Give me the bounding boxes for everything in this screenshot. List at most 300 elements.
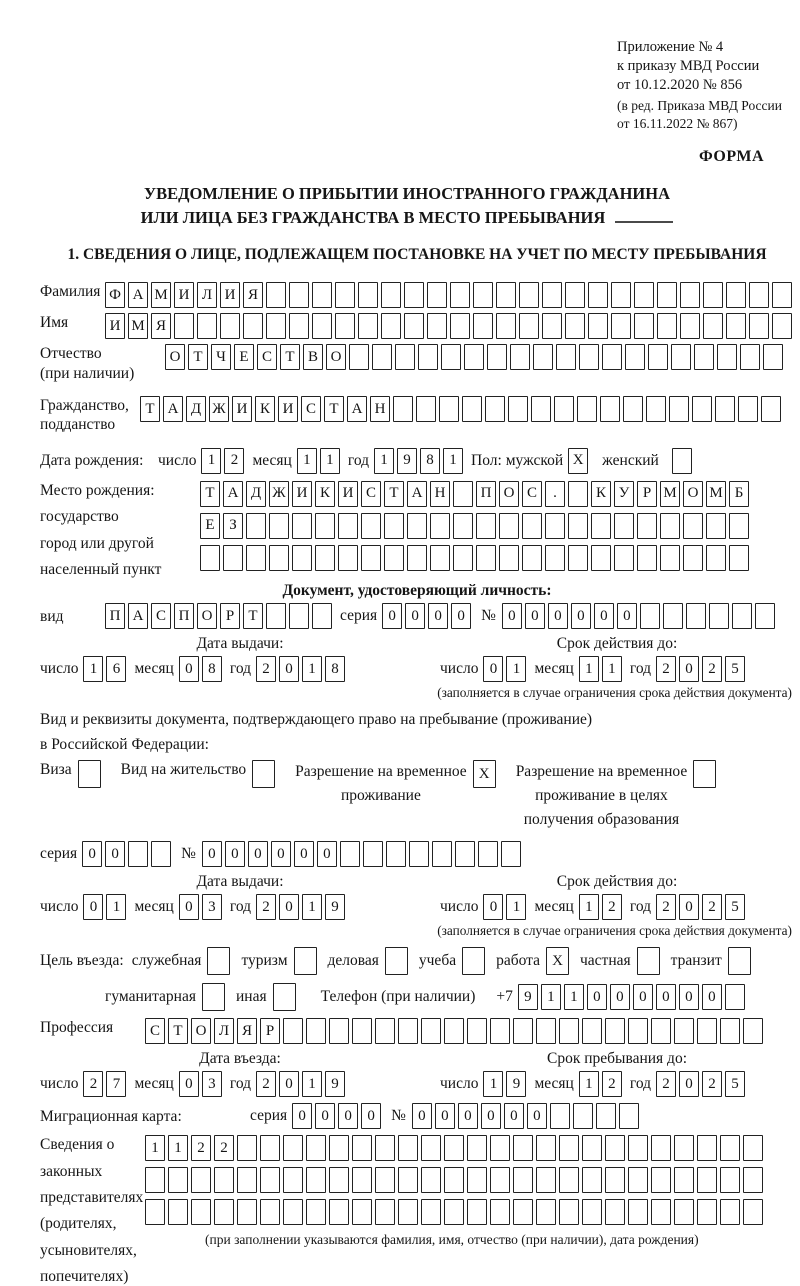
char-box[interactable] [191, 1199, 211, 1225]
char-box[interactable] [683, 545, 703, 571]
char-box[interactable] [619, 1103, 639, 1129]
char-box[interactable] [614, 513, 634, 539]
char-box[interactable] [628, 1018, 648, 1044]
char-box[interactable]: 2 [602, 894, 622, 920]
perm-issue-day-field[interactable] [83, 894, 126, 920]
char-box[interactable]: 0 [458, 1103, 478, 1129]
purpose-study-checkbox[interactable] [462, 947, 485, 975]
char-box[interactable] [542, 282, 562, 308]
char-box[interactable] [260, 1199, 280, 1225]
char-box[interactable] [386, 841, 406, 867]
char-box[interactable] [487, 344, 507, 370]
char-box[interactable]: Я [243, 282, 263, 308]
birth-year-field[interactable] [374, 448, 463, 474]
birth-month-field[interactable] [297, 448, 340, 474]
char-box[interactable] [743, 1018, 763, 1044]
char-box[interactable] [214, 1199, 234, 1225]
char-box[interactable]: 0 [271, 841, 291, 867]
char-box[interactable]: 1 [374, 448, 394, 474]
char-box[interactable]: 8 [420, 448, 440, 474]
char-box[interactable]: О [499, 481, 519, 507]
char-box[interactable] [568, 481, 588, 507]
char-box[interactable]: 0 [702, 984, 722, 1010]
char-box[interactable]: Т [384, 481, 404, 507]
char-box[interactable]: А [128, 282, 148, 308]
char-box[interactable] [289, 313, 309, 339]
char-box[interactable]: 5 [725, 1071, 745, 1097]
char-box[interactable]: А [128, 603, 148, 629]
char-box[interactable] [582, 1199, 602, 1225]
entry-day-field[interactable] [83, 1071, 126, 1097]
repr-row1-field[interactable] [145, 1135, 763, 1161]
char-box[interactable] [315, 513, 335, 539]
char-box[interactable] [625, 344, 645, 370]
char-box[interactable] [352, 1167, 372, 1193]
char-box[interactable]: 1 [579, 894, 599, 920]
char-box[interactable] [375, 1135, 395, 1161]
char-box[interactable] [565, 313, 585, 339]
mig-number-field[interactable] [412, 1103, 639, 1129]
char-box[interactable] [709, 603, 729, 629]
char-box[interactable] [145, 1199, 165, 1225]
char-box[interactable] [294, 947, 317, 975]
char-box[interactable] [605, 1018, 625, 1044]
char-box[interactable] [743, 1167, 763, 1193]
char-box[interactable]: А [223, 481, 243, 507]
char-box[interactable] [743, 1199, 763, 1225]
char-box[interactable] [375, 1167, 395, 1193]
temp-residence-edu-checkbox[interactable] [693, 760, 716, 788]
char-box[interactable] [743, 1135, 763, 1161]
char-box[interactable] [674, 1167, 694, 1193]
char-box[interactable] [728, 947, 751, 975]
char-box[interactable] [283, 1199, 303, 1225]
char-box[interactable] [772, 282, 792, 308]
char-box[interactable] [473, 313, 493, 339]
doc-issue-day-field[interactable] [83, 656, 126, 682]
char-box[interactable] [289, 282, 309, 308]
char-box[interactable] [384, 545, 404, 571]
char-box[interactable] [545, 545, 565, 571]
char-box[interactable] [519, 313, 539, 339]
char-box[interactable]: И [292, 481, 312, 507]
char-box[interactable] [168, 1199, 188, 1225]
char-box[interactable] [329, 1018, 349, 1044]
purpose-work-checkbox[interactable] [546, 947, 569, 975]
char-box[interactable]: М [128, 313, 148, 339]
char-box[interactable]: О [165, 344, 185, 370]
char-box[interactable] [283, 1018, 303, 1044]
char-box[interactable] [513, 1135, 533, 1161]
char-box[interactable]: 9 [325, 1071, 345, 1097]
char-box[interactable]: 0 [382, 603, 402, 629]
name-field[interactable] [105, 313, 792, 339]
char-box[interactable]: 2 [256, 894, 276, 920]
char-box[interactable] [496, 313, 516, 339]
char-box[interactable]: 2 [256, 1071, 276, 1097]
char-box[interactable]: М [660, 481, 680, 507]
char-box[interactable]: 0 [179, 656, 199, 682]
char-box[interactable]: О [326, 344, 346, 370]
char-box[interactable] [522, 545, 542, 571]
char-box[interactable] [559, 1018, 579, 1044]
char-box[interactable] [418, 344, 438, 370]
char-box[interactable] [312, 282, 332, 308]
char-box[interactable] [352, 1018, 372, 1044]
char-box[interactable] [692, 396, 712, 422]
char-box[interactable] [352, 1135, 372, 1161]
char-box[interactable] [441, 344, 461, 370]
char-box[interactable]: 1 [579, 1071, 599, 1097]
char-box[interactable]: 0 [483, 656, 503, 682]
char-box[interactable] [168, 1167, 188, 1193]
char-box[interactable] [358, 313, 378, 339]
char-box[interactable]: Я [237, 1018, 257, 1044]
doc-valid-day-field[interactable] [483, 656, 526, 682]
char-box[interactable]: 0 [656, 984, 676, 1010]
char-box[interactable]: Е [200, 513, 220, 539]
char-box[interactable]: Т [200, 481, 220, 507]
char-box[interactable] [720, 1018, 740, 1044]
char-box[interactable] [214, 1167, 234, 1193]
char-box[interactable]: 0 [571, 603, 591, 629]
char-box[interactable] [565, 282, 585, 308]
char-box[interactable]: 0 [504, 1103, 524, 1129]
char-box[interactable] [717, 344, 737, 370]
char-box[interactable] [755, 603, 775, 629]
surname-field[interactable] [105, 282, 792, 308]
char-box[interactable]: 0 [525, 603, 545, 629]
char-box[interactable]: 0 [315, 1103, 335, 1129]
char-box[interactable] [726, 313, 746, 339]
char-box[interactable] [499, 513, 519, 539]
char-box[interactable]: 0 [361, 1103, 381, 1129]
char-box[interactable]: 0 [548, 603, 568, 629]
char-box[interactable]: 1 [302, 894, 322, 920]
repr-row2-field[interactable] [145, 1167, 763, 1193]
char-box[interactable] [697, 1167, 717, 1193]
char-box[interactable] [637, 545, 657, 571]
char-box[interactable] [306, 1135, 326, 1161]
purpose-tourism-checkbox[interactable] [294, 947, 317, 975]
char-box[interactable] [513, 1199, 533, 1225]
char-box[interactable]: З [223, 513, 243, 539]
char-box[interactable]: Т [280, 344, 300, 370]
char-box[interactable]: 1 [168, 1135, 188, 1161]
char-box[interactable]: Р [220, 603, 240, 629]
char-box[interactable]: X [546, 947, 569, 975]
char-box[interactable]: Т [243, 603, 263, 629]
char-box[interactable]: П [174, 603, 194, 629]
char-box[interactable]: Л [214, 1018, 234, 1044]
char-box[interactable] [361, 513, 381, 539]
char-box[interactable] [191, 1167, 211, 1193]
char-box[interactable]: И [338, 481, 358, 507]
char-box[interactable] [453, 545, 473, 571]
entry-year-field[interactable] [256, 1071, 345, 1097]
char-box[interactable] [329, 1167, 349, 1193]
char-box[interactable] [266, 313, 286, 339]
char-box[interactable] [444, 1135, 464, 1161]
char-box[interactable] [697, 1135, 717, 1161]
char-box[interactable] [725, 984, 745, 1010]
char-box[interactable]: 1 [145, 1135, 165, 1161]
doc-number-field[interactable] [502, 603, 775, 629]
char-box[interactable] [246, 545, 266, 571]
temp-residence-checkbox[interactable] [473, 760, 496, 788]
purpose-other-checkbox[interactable] [273, 983, 296, 1011]
char-box[interactable] [648, 344, 668, 370]
char-box[interactable]: К [315, 481, 335, 507]
char-box[interactable]: Е [234, 344, 254, 370]
purpose-transit-checkbox[interactable] [728, 947, 751, 975]
char-box[interactable]: 0 [428, 603, 448, 629]
char-box[interactable]: 2 [656, 894, 676, 920]
char-box[interactable] [340, 841, 360, 867]
char-box[interactable]: 0 [679, 984, 699, 1010]
char-box[interactable] [559, 1199, 579, 1225]
char-box[interactable] [657, 282, 677, 308]
char-box[interactable]: Р [260, 1018, 280, 1044]
char-box[interactable]: 0 [225, 841, 245, 867]
char-box[interactable] [335, 282, 355, 308]
visa-checkbox[interactable] [78, 760, 101, 788]
char-box[interactable] [409, 841, 429, 867]
citizenship-field[interactable] [140, 396, 781, 422]
char-box[interactable] [582, 1167, 602, 1193]
char-box[interactable] [672, 448, 692, 474]
char-box[interactable] [669, 396, 689, 422]
char-box[interactable] [427, 282, 447, 308]
char-box[interactable]: 1 [602, 656, 622, 682]
char-box[interactable] [519, 282, 539, 308]
char-box[interactable]: Н [370, 396, 390, 422]
char-box[interactable] [697, 1199, 717, 1225]
char-box[interactable]: Т [188, 344, 208, 370]
char-box[interactable]: 3 [202, 894, 222, 920]
char-box[interactable] [421, 1167, 441, 1193]
char-box[interactable]: О [197, 603, 217, 629]
char-box[interactable] [660, 545, 680, 571]
char-box[interactable]: Т [324, 396, 344, 422]
char-box[interactable] [602, 344, 622, 370]
mig-series-field[interactable] [292, 1103, 381, 1129]
char-box[interactable] [404, 282, 424, 308]
char-box[interactable] [398, 1199, 418, 1225]
char-box[interactable] [335, 313, 355, 339]
perm-issue-year-field[interactable] [256, 894, 345, 920]
char-box[interactable] [455, 841, 475, 867]
char-box[interactable] [536, 1018, 556, 1044]
char-box[interactable] [467, 1135, 487, 1161]
char-box[interactable]: 3 [202, 1071, 222, 1097]
char-box[interactable] [605, 1199, 625, 1225]
char-box[interactable] [510, 344, 530, 370]
char-box[interactable]: 0 [405, 603, 425, 629]
char-box[interactable] [145, 1167, 165, 1193]
char-box[interactable]: 0 [412, 1103, 432, 1129]
char-box[interactable]: 0 [481, 1103, 501, 1129]
char-box[interactable] [78, 760, 101, 788]
char-box[interactable] [550, 1103, 570, 1129]
char-box[interactable] [559, 1135, 579, 1161]
char-box[interactable]: Д [186, 396, 206, 422]
char-box[interactable] [398, 1135, 418, 1161]
char-box[interactable]: 7 [106, 1071, 126, 1097]
char-box[interactable] [223, 545, 243, 571]
char-box[interactable] [536, 1135, 556, 1161]
char-box[interactable]: 5 [725, 656, 745, 682]
char-box[interactable] [628, 1167, 648, 1193]
char-box[interactable] [508, 396, 528, 422]
char-box[interactable] [542, 313, 562, 339]
char-box[interactable]: 2 [702, 894, 722, 920]
char-box[interactable] [273, 983, 296, 1011]
char-box[interactable]: А [163, 396, 183, 422]
char-box[interactable] [246, 513, 266, 539]
char-box[interactable] [292, 513, 312, 539]
char-box[interactable] [490, 1167, 510, 1193]
doc-valid-year-field[interactable] [656, 656, 745, 682]
purpose-humanitarian-checkbox[interactable] [202, 983, 225, 1011]
char-box[interactable]: Ж [269, 481, 289, 507]
char-box[interactable]: К [255, 396, 275, 422]
char-box[interactable]: 0 [279, 894, 299, 920]
char-box[interactable] [614, 545, 634, 571]
char-box[interactable] [421, 1199, 441, 1225]
char-box[interactable]: 0 [483, 894, 503, 920]
char-box[interactable]: 1 [297, 448, 317, 474]
char-box[interactable]: . [545, 481, 565, 507]
char-box[interactable] [490, 1135, 510, 1161]
char-box[interactable] [501, 841, 521, 867]
char-box[interactable] [651, 1167, 671, 1193]
char-box[interactable]: А [407, 481, 427, 507]
patronymic-field[interactable] [165, 344, 783, 370]
char-box[interactable] [703, 313, 723, 339]
char-box[interactable] [663, 603, 683, 629]
char-box[interactable]: 0 [451, 603, 471, 629]
doc-valid-month-field[interactable] [579, 656, 622, 682]
char-box[interactable] [715, 396, 735, 422]
char-box[interactable] [600, 396, 620, 422]
char-box[interactable]: 1 [564, 984, 584, 1010]
char-box[interactable]: С [301, 396, 321, 422]
char-box[interactable]: С [522, 481, 542, 507]
char-box[interactable]: 9 [325, 894, 345, 920]
char-box[interactable] [683, 513, 703, 539]
char-box[interactable] [381, 282, 401, 308]
char-box[interactable]: Б [729, 481, 749, 507]
char-box[interactable]: Я [151, 313, 171, 339]
char-box[interactable]: 0 [317, 841, 337, 867]
char-box[interactable] [427, 313, 447, 339]
char-box[interactable]: 1 [320, 448, 340, 474]
birth-day-field[interactable] [201, 448, 244, 474]
char-box[interactable] [467, 1199, 487, 1225]
char-box[interactable] [640, 603, 660, 629]
char-box[interactable] [738, 396, 758, 422]
char-box[interactable] [306, 1018, 326, 1044]
char-box[interactable] [582, 1135, 602, 1161]
char-box[interactable] [361, 545, 381, 571]
char-box[interactable] [375, 1018, 395, 1044]
char-box[interactable] [381, 313, 401, 339]
char-box[interactable] [568, 545, 588, 571]
char-box[interactable]: 0 [82, 841, 102, 867]
char-box[interactable]: М [706, 481, 726, 507]
char-box[interactable] [312, 603, 332, 629]
char-box[interactable]: 1 [506, 656, 526, 682]
profession-field[interactable] [145, 1018, 763, 1044]
char-box[interactable] [358, 282, 378, 308]
char-box[interactable] [453, 513, 473, 539]
char-box[interactable] [416, 396, 436, 422]
char-box[interactable] [407, 545, 427, 571]
char-box[interactable]: 6 [106, 656, 126, 682]
male-checkbox[interactable] [568, 448, 588, 474]
char-box[interactable] [726, 282, 746, 308]
char-box[interactable] [628, 1199, 648, 1225]
char-box[interactable]: 1 [483, 1071, 503, 1097]
char-box[interactable] [637, 513, 657, 539]
char-box[interactable]: 5 [725, 894, 745, 920]
char-box[interactable] [450, 282, 470, 308]
char-box[interactable] [729, 545, 749, 571]
char-box[interactable]: Ж [209, 396, 229, 422]
char-box[interactable]: 8 [325, 656, 345, 682]
char-box[interactable] [306, 1199, 326, 1225]
entry-month-field[interactable] [179, 1071, 222, 1097]
char-box[interactable]: 2 [602, 1071, 622, 1097]
char-box[interactable]: 0 [279, 656, 299, 682]
phone-field[interactable] [518, 984, 745, 1010]
char-box[interactable] [306, 1167, 326, 1193]
perm-valid-day-field[interactable] [483, 894, 526, 920]
char-box[interactable]: П [476, 481, 496, 507]
char-box[interactable]: Н [430, 481, 450, 507]
char-box[interactable]: 0 [587, 984, 607, 1010]
stay-year-field[interactable] [656, 1071, 745, 1097]
char-box[interactable] [637, 947, 660, 975]
char-box[interactable]: А [347, 396, 367, 422]
char-box[interactable] [651, 1135, 671, 1161]
char-box[interactable] [674, 1135, 694, 1161]
char-box[interactable]: 0 [83, 894, 103, 920]
char-box[interactable] [611, 313, 631, 339]
char-box[interactable] [393, 396, 413, 422]
char-box[interactable] [404, 313, 424, 339]
char-box[interactable] [513, 1018, 533, 1044]
char-box[interactable]: И [278, 396, 298, 422]
perm-series-field[interactable] [82, 841, 171, 867]
char-box[interactable] [623, 396, 643, 422]
char-box[interactable] [591, 513, 611, 539]
char-box[interactable] [476, 545, 496, 571]
char-box[interactable]: 0 [679, 656, 699, 682]
char-box[interactable] [720, 1167, 740, 1193]
repr-row3-field[interactable] [145, 1199, 763, 1225]
doc-series-field[interactable] [382, 603, 471, 629]
char-box[interactable]: 0 [294, 841, 314, 867]
char-box[interactable] [582, 1018, 602, 1044]
char-box[interactable] [283, 1135, 303, 1161]
char-box[interactable]: Р [637, 481, 657, 507]
char-box[interactable] [430, 545, 450, 571]
doc-issue-month-field[interactable] [179, 656, 222, 682]
purpose-private-checkbox[interactable] [637, 947, 660, 975]
char-box[interactable]: 8 [202, 656, 222, 682]
